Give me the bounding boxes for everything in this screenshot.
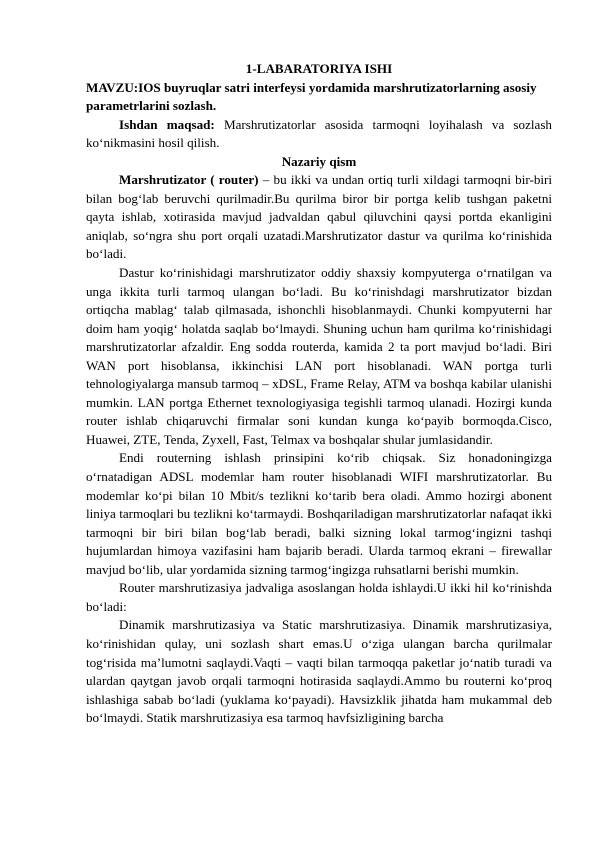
aim-paragraph [86, 116, 552, 153]
router-definition-text: – bu ikki va undan ortiq turli xildagi tarmoqni bir-biri bilan bogʻlab beruvchi qurilmadir.Bu qurilma biror bir portga kelib tushgan paketni qayta ishlab, xotirasida mavjud jadvaldan qabul qiluvchini qaysi portda ekanligini aniqlab, soʻngra shu port orqali uzatadi.Marshrutizator dastur va qurilma koʻrinishida boʻladi. [86, 172, 553, 262]
paragraph-dynamic-static: Dinamik marshrutizasiya va Static marshrutizasiya. Dinamik marshrutizasiya, koʻrinishidan qulay, uni sozlash shart emas.U oʻziga ulangan barcha qurilmalar togʻrisida maʼlumotni saqlaydi.Vaqti – vaqti bilan tarmoqqa paketlar joʻnatib turadi va ulardan qaytgan javob orqali tarmoqni hotirasida saqlaydi.Ammo bu routerni koʻproq ishlashiga sabab boʻladi (yuklama koʻpayadi). Havsizklik jihatda ham mukammal deb boʻlmaydi. Statik marshrutizasiya esa tarmoq havfsizligining barcha [86, 617, 552, 726]
paragraph-routing-table: Router marshrutizasiya jadvaliga asoslangan holda ishlaydi.U ikki hil koʻrinishda boʻladi: [86, 580, 552, 614]
section-heading: Nazariy qism [281, 153, 357, 169]
document-title: 1-LABARATORIYA ISHI [245, 61, 393, 76]
aim-text: Marshrutizatorlar asosida tarmoqni loyihalash va sozlash koʻnikmasini hosil qilish. [86, 116, 552, 151]
paragraph-router-principle: Endi routerning ishlash prinsipini koʻrib chiqsak. Siz honadoningizga oʻrnatadigan ADSL modemlar ham router hisoblanadi WIFI marshrutizatorlar. Bu modemlar koʻpi bilan 10 Mbit/s tezlikni koʻtarib bera oladi. Ammo hozirgi abonent liniya tarmoqlari bu tezlikni koʻtarmaydi. Boshqariladigan marshrutizatorlar nafaqat ikki tarmoqni bir biri bilan bogʻlab beradi, balki sizning lokal tarmogʻingizni tashqi hujumlardan himoya vazifasini ham bajarib beradi. Ularda tarmoq ekrani – firewallar mavjud boʻlib, ular yordamida sizning tarmogʻingizga ruhsatlarni berishi mumkin. [86, 450, 552, 577]
paragraph-router-definition [86, 171, 552, 264]
paragraph-software-router: Dastur koʻrinishidagi marshrutizator oddiy shaxsiy kompyuterga oʻrnatilgan va unga ikkita turli tarmoq ulangan boʻladi. Bu koʻrinishdagi marshrutizator bizdan ortiqcha mablagʻ talab qilmasada, ishonchli hisoblanmaydi. Chunki kompyuterni har doim ham yoqigʻ holatda saqlab boʻlmaydi. Shuning uchun ham qurilma koʻrinishidagi marshrutizatorlar afzaldir. Eng sodda routerda, kamida 2 ta port mavjud boʻladi. Biri WAN port hisoblansa, ikkinchisi LAN port hisoblanadi. WAN portga turli tehnologiyalarga mansub tarmoq – xDSL, Frame Relay, ATM va boshqa kabilar ulanishi mumkin. LAN portga Ethernet texnologiyasiga tegishli tarmoq ulanadi. Hozirgi kunda router ishlab chiqaruvchi firmalar soni kundan kunga koʻpayib bormoqda.Cisco, Huawei, ZTE, Tenda, Zyxell, Fast, Telmax va boshqalar shular jumlasidandir. [86, 265, 552, 447]
topic-heading: MAVZU:IOS buyruqlar satri interfeysi yordamida marshrutizatorlarning asosiy parametrlarini sozlash. [86, 79, 537, 114]
document-page [86, 60, 552, 728]
aim-label: Ishdan maqsad: [119, 116, 215, 132]
router-term: Marshrutizator ( router) [119, 172, 259, 188]
